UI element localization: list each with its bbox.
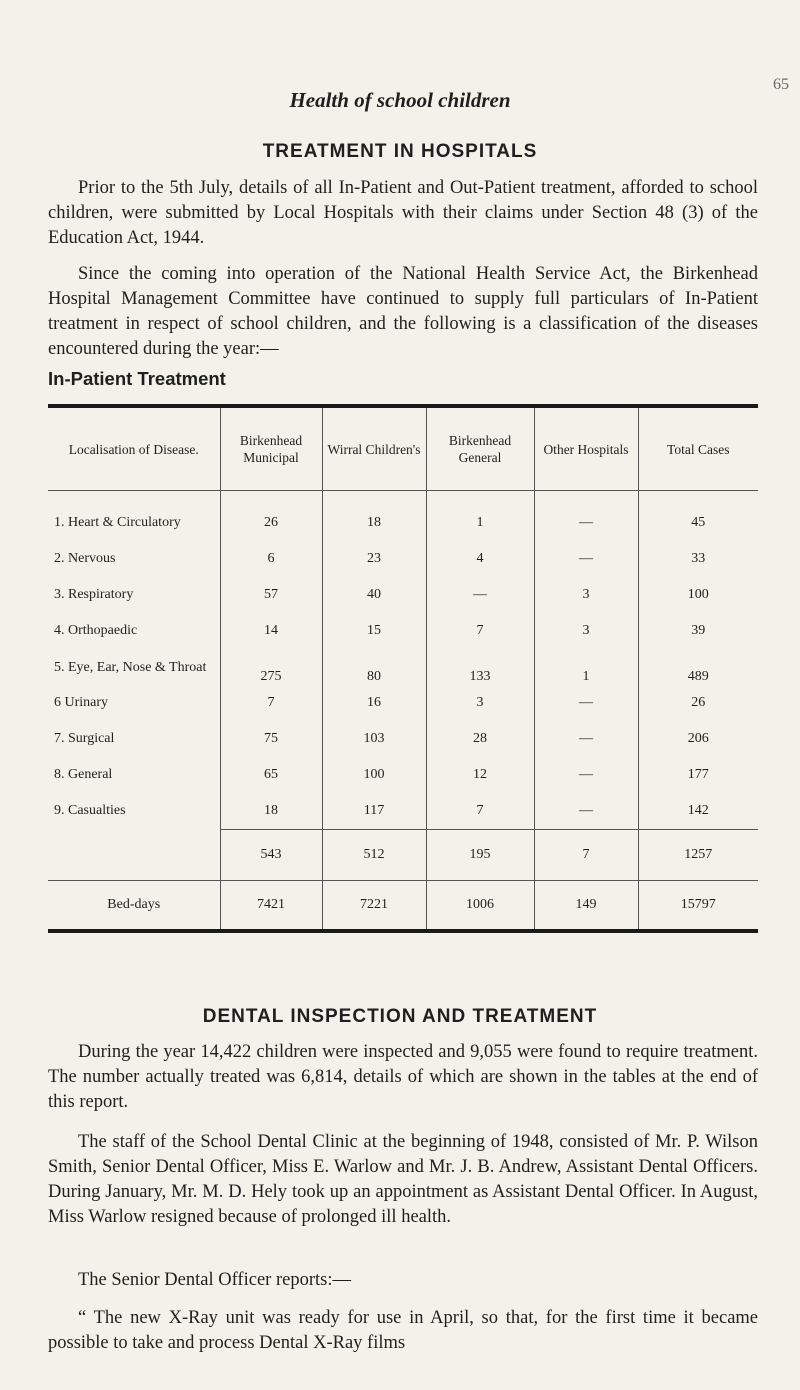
bed-days-row — [48, 881, 758, 930]
table-bottom-rule — [48, 929, 758, 933]
disease-label: 6 Urinary — [54, 695, 109, 710]
table-cell: 100 — [638, 577, 758, 613]
total-cell: 7 — [534, 830, 638, 881]
table-cell: — — [534, 793, 638, 830]
table-cell: 206 — [638, 721, 758, 757]
treatment-paragraph-1: Prior to the 5th July, details of all In-Patient and Out-Patient treatment, afforded to school children, were submitted by Local Hospitals with their claims under Section 48 (3) of the Education Act, 1944. — [48, 178, 758, 248]
table-row — [48, 649, 758, 685]
table-cell: 18 — [220, 793, 322, 830]
table-cell: 75 — [220, 721, 322, 757]
bed-days-cell: 149 — [534, 881, 638, 930]
header-birkenhead-municipal: Birkenhead Municipal — [220, 408, 322, 491]
header-total-cases: Total Cases — [638, 408, 758, 491]
table-cell: 489 — [638, 649, 758, 685]
table-cell: 80 — [322, 649, 426, 685]
dental-paragraph-3: The Senior Dental Officer reports:— — [78, 1270, 351, 1290]
table-cell: 1 — [426, 505, 534, 541]
table-cell: — — [534, 685, 638, 721]
header-wirral-childrens: Wirral Children's — [322, 408, 426, 491]
disease-label: 7. Surgical — [54, 731, 115, 746]
table-cell: 7 — [220, 685, 322, 721]
in-patient-table — [48, 404, 758, 933]
disease-label: 3. Respiratory — [54, 587, 134, 602]
dental-paragraph-1: During the year 14,422 children were inspected and 9,055 were found to require treatment. The number actually treated was 6,814, details of which are shown in the tables at the end of this report. — [48, 1042, 758, 1112]
table-cell: 28 — [426, 721, 534, 757]
total-cell: 512 — [322, 830, 426, 881]
table-cell: 15 — [322, 613, 426, 649]
table-cell: 3 — [534, 577, 638, 613]
table-cell: 45 — [638, 505, 758, 541]
table-cell: 4 — [426, 541, 534, 577]
in-patient-subheading: In-Patient Treatment — [48, 368, 226, 389]
table-cell: 3 — [534, 613, 638, 649]
table-cell: 133 — [426, 649, 534, 685]
table-cell: 1 — [534, 649, 638, 685]
total-cell: 1257 — [638, 830, 758, 881]
dental-paragraph-4: “ The new X-Ray unit was ready for use in April, so that, for the first time it became possible to take and process Dental X-Ray films — [48, 1308, 758, 1353]
treatment-paragraph-2: Since the coming into operation of the National Health Service Act, the Birkenhead Hospital Management Committee have continued to supply full particulars of In-Patient treatment in respect of school children, and the following is a classification of the diseases encountered during the year:— — [48, 264, 758, 359]
total-cell: 195 — [426, 830, 534, 881]
table-cell: 117 — [322, 793, 426, 830]
disease-label: 2. Nervous — [54, 551, 116, 566]
totals-row — [48, 830, 758, 881]
table-cell: 65 — [220, 757, 322, 793]
table-cell: 7 — [426, 793, 534, 830]
table-row — [48, 757, 758, 793]
table-cell: 275 — [220, 649, 322, 685]
table-cell: 33 — [638, 541, 758, 577]
bed-days-cell: 15797 — [638, 881, 758, 930]
table-cell: 103 — [322, 721, 426, 757]
table-cell: 26 — [220, 505, 322, 541]
table-row — [48, 577, 758, 613]
table-cell: 3 — [426, 685, 534, 721]
table-cell: 177 — [638, 757, 758, 793]
table-cell: — — [426, 577, 534, 613]
table-row — [48, 541, 758, 577]
disease-label: 4. Orthopaedic — [54, 623, 138, 638]
bed-days-cell: 7221 — [322, 881, 426, 930]
table-cell: — — [534, 757, 638, 793]
bed-days-cell: 1006 — [426, 881, 534, 930]
table-cell: — — [534, 541, 638, 577]
disease-label: 1. Heart & Circulatory — [54, 515, 181, 530]
table-cell: 23 — [322, 541, 426, 577]
table-row — [48, 793, 758, 830]
table-header-row — [48, 408, 758, 491]
table-cell: 142 — [638, 793, 758, 830]
running-head: Health of school children — [289, 88, 511, 112]
table-cell: 16 — [322, 685, 426, 721]
disease-label: 8. General — [54, 767, 113, 782]
table-row — [48, 721, 758, 757]
table-cell: 39 — [638, 613, 758, 649]
table-cell: 18 — [322, 505, 426, 541]
table-cell: 14 — [220, 613, 322, 649]
treatment-title: TREATMENT IN HOSPITALS — [262, 141, 538, 162]
header-other-hospitals: Other Hospitals — [534, 408, 638, 491]
table-row — [48, 685, 758, 721]
table-cell: — — [534, 721, 638, 757]
dental-title: DENTAL INSPECTION AND TREATMENT — [202, 1006, 598, 1027]
table-cell: 26 — [638, 685, 758, 721]
bed-days-label: Bed-days — [48, 881, 220, 930]
table-cell: 57 — [220, 577, 322, 613]
table-row — [48, 505, 758, 541]
table-cell: 40 — [322, 577, 426, 613]
table-cell: 6 — [220, 541, 322, 577]
bed-days-cell: 7421 — [220, 881, 322, 930]
table-cell: — — [534, 505, 638, 541]
table-row — [48, 613, 758, 649]
disease-label: 9. Casualties — [54, 803, 126, 819]
table-cell: 100 — [322, 757, 426, 793]
header-birkenhead-general: Birkenhead General — [426, 408, 534, 491]
disease-label: 5. Eye, Ear, Nose & Throat — [54, 659, 207, 675]
dental-paragraph-2: The staff of the School Dental Clinic at the beginning of 1948, consisted of Mr. P. Wilson Smith, Senior Dental Officer, Miss E. Warlow and Mr. J. B. Andrew, Assistant Dental Officers. During January, Mr. M. D. Hely took up an appointment as Assistant Dental Officer. In August, Miss Warlow resigned because of prolonged ill health. — [48, 1132, 758, 1227]
header-localisation: Localisation of Disease. — [48, 408, 220, 491]
total-cell: 543 — [220, 830, 322, 881]
table-cell: 7 — [426, 613, 534, 649]
page-number: 65 — [773, 76, 789, 93]
table-cell: 12 — [426, 757, 534, 793]
